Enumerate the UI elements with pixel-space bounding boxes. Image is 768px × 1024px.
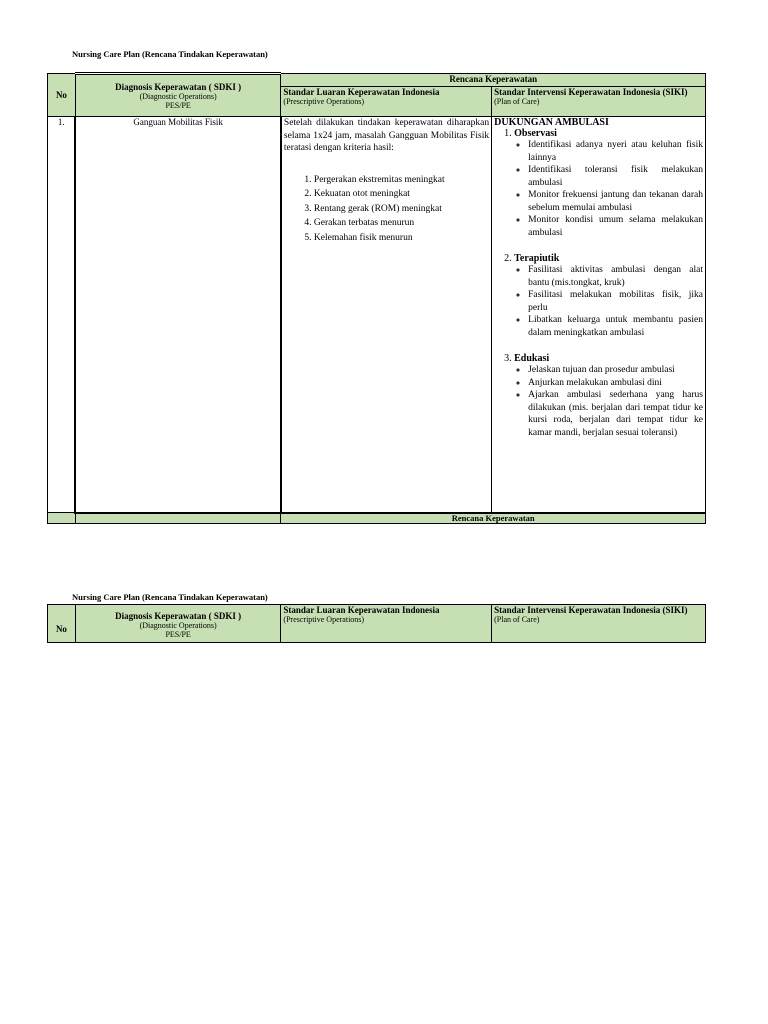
siki-section-name: Observasi bbox=[514, 128, 557, 139]
care-plan-table-2 bbox=[47, 604, 706, 643]
siki-section bbox=[514, 253, 703, 339]
footer-rencana: Rencana Keperawatan bbox=[281, 513, 706, 524]
row-no: 1. bbox=[48, 117, 76, 513]
criteria-item: 2. Kekuatan otot meningkat bbox=[314, 187, 489, 202]
page-title: Nursing Care Plan (Rencana Tindakan Keperawatan) bbox=[72, 49, 268, 59]
criteria-item: 3. Rentang gerak (ROM) meningkat bbox=[314, 202, 489, 217]
siki-section-items bbox=[514, 139, 703, 239]
siki-section-name: Edukasi bbox=[514, 353, 550, 364]
page-title-2: Nursing Care Plan (Rencana Tindakan Keperawatan) bbox=[72, 592, 268, 602]
criteria-item: 4. Gerakan terbatas menurun bbox=[314, 216, 489, 231]
slki-text: Setelah dilakukan tindakan keperawatan diharapkan selama 1x24 jam, masalah Gangguan Mobilitas Fisik teratasi dengan kriteria hasil: bbox=[283, 118, 490, 153]
siki-item: ◦ Ajarkan ambulasi sederhana yang harus dilakukan (mis. berjalan dari tempat tidur ke kursi roda, berjalan dari tempat tidur ke kamar mandi, berjalan sesuai toleransi) bbox=[528, 389, 703, 439]
siki-sections bbox=[494, 128, 703, 439]
siki-section-items bbox=[514, 364, 703, 439]
header-slki bbox=[281, 87, 492, 117]
header-slki-title: Standar Luaran Keperawatan Indonesia bbox=[283, 87, 440, 97]
header-no-2: No bbox=[48, 605, 76, 643]
header-slki-sub: (Prescriptive Operations) bbox=[283, 97, 365, 106]
siki-item: ◦ Identifikasi adanya nyeri atau keluhan fisik lainnya bbox=[528, 139, 703, 164]
header-siki bbox=[492, 87, 706, 117]
header-diagnosis-2 bbox=[75, 605, 281, 643]
header-siki-title: Standar Intervensi Keperawatan Indonesia (SIKI) bbox=[494, 87, 688, 97]
siki-section bbox=[514, 353, 703, 439]
siki-item: ◦ Jelaskan tujuan dan prosedur ambulasi bbox=[528, 364, 703, 377]
header-siki-2 bbox=[492, 605, 706, 643]
header-diagnosis bbox=[75, 74, 281, 117]
siki-item: ◦ Libatkan keluarga untuk membantu pasien dalam meningkatkan ambulasi bbox=[528, 314, 703, 339]
siki-section-name: Terapiutik bbox=[514, 253, 560, 264]
footer-diagnosis bbox=[75, 513, 281, 524]
siki-item: ◦ Fasilitasi aktivitas ambulasi dengan alat bantu (mis.tongkat, kruk) bbox=[528, 264, 703, 289]
header-siki-sub-2: (Plan of Care) bbox=[494, 615, 540, 624]
footer-no bbox=[48, 513, 76, 524]
header-rencana: Rencana Keperawatan bbox=[281, 74, 706, 87]
header-no: No bbox=[48, 74, 76, 117]
header-slki-title-2: Standar Luaran Keperawatan Indonesia bbox=[283, 605, 440, 615]
header-slki-sub-2: (Prescriptive Operations) bbox=[283, 615, 365, 624]
siki-section bbox=[514, 128, 703, 239]
row-diagnosis: Ganguan Mobilitas Fisik bbox=[75, 117, 281, 513]
header-diagnosis-pes: PES/PE bbox=[165, 100, 191, 110]
header-slki-2 bbox=[281, 605, 492, 643]
row-siki bbox=[492, 117, 706, 513]
siki-item: ◦ Monitor kondisi umum selama melakukan ambulasi bbox=[528, 214, 703, 239]
siki-item: ◦ Identifikasi toleransi fisik melakukan ambulasi bbox=[528, 164, 703, 189]
row-slki bbox=[281, 117, 492, 513]
siki-title: DUKUNGAN AMBULASI bbox=[494, 117, 609, 128]
header-diagnosis-title-2: Diagnosis Keperawatan ( SDKI ) bbox=[115, 611, 242, 621]
siki-item: ◦ Fasilitasi melakukan mobilitas fisik, jika perlu bbox=[528, 289, 703, 314]
care-plan-table bbox=[47, 72, 706, 524]
criteria-list bbox=[284, 173, 489, 246]
header-diagnosis-sub: (Diagnostic Operations) bbox=[139, 91, 217, 101]
header-diagnosis-pes-2: PES/PE bbox=[165, 630, 191, 639]
header-siki-title-2: Standar Intervensi Keperawatan Indonesia (SIKI) bbox=[494, 605, 688, 615]
header-diagnosis-sub-2: (Diagnostic Operations) bbox=[139, 621, 217, 630]
criteria-item: 5. Kelemahan fisik menurun bbox=[314, 231, 489, 246]
header-siki-sub: (Plan of Care) bbox=[494, 97, 540, 106]
siki-item: ◦ Monitor frekuensi jantung dan tekanan darah sebelum memulai ambulasi bbox=[528, 189, 703, 214]
siki-item: ◦ Anjurkan melakukan ambulasi dini bbox=[528, 377, 703, 390]
header-diagnosis-title: Diagnosis Keperawatan ( SDKI ) bbox=[115, 81, 242, 92]
criteria-item: 1. Pergerakan ekstremitas meningkat bbox=[314, 173, 489, 188]
siki-section-items bbox=[514, 264, 703, 339]
